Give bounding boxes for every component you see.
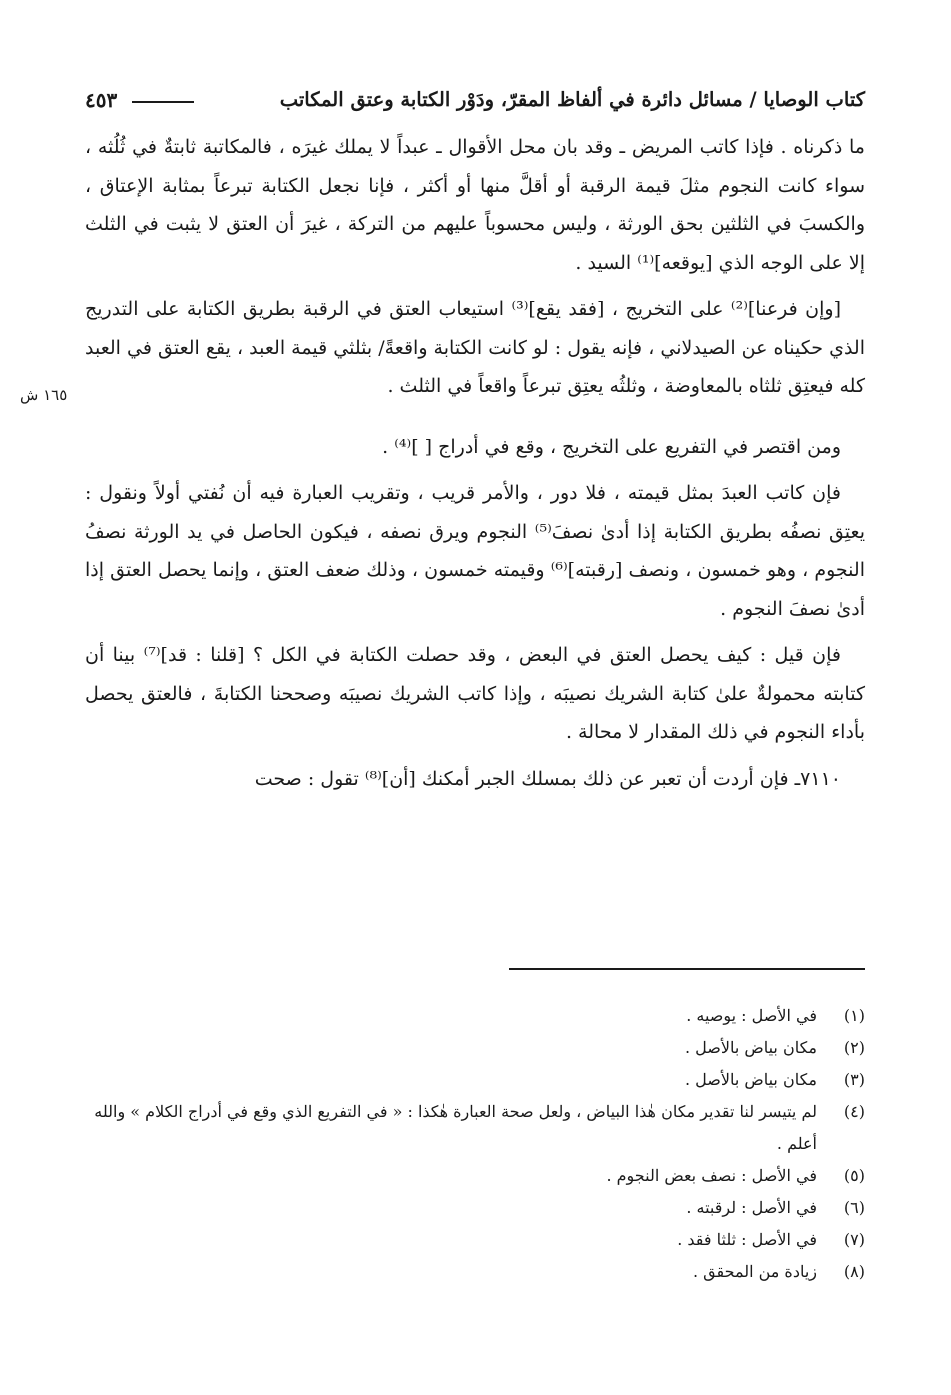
footnote-text: مكان بياض بالأصل .	[684, 1070, 817, 1089]
footnote-number: (٣)	[843, 1070, 865, 1089]
footnotes-list	[85, 1000, 865, 1288]
footnote-number: (٤)	[843, 1102, 865, 1121]
header-dash	[132, 101, 194, 103]
footnote-number: (٦)	[843, 1198, 865, 1217]
footnote-divider	[509, 968, 865, 970]
footnote-text: مكان بياض بالأصل .	[684, 1038, 817, 1057]
footnote-number: (٧)	[843, 1230, 865, 1249]
paragraph-1: ما ذكرناه . فإذا كاتب المريض ـ وقد بان محل الأقوال ـ عبداً لا يملك غيرَه ، فالمكاتبة ثابتةٌ في ثُلُثه ، سواء كانت النجوم مثلَ قيمة الرقبة أو أقلَّ منها أو أكثر ، فإنا نجعل الكتابة تبرعاً بمثابة الإعتاق ، والكسبَ في الثلثين بحق الورثة ، وليس محسوباً عليهم من التركة ، غيرَ أن العتق لا يثبت في الثلث إلا على الوجه الذي [يوقعه]⁽¹⁾ السيد .	[85, 136, 865, 274]
footnote-number: (١)	[843, 1006, 865, 1025]
main-text	[85, 128, 865, 806]
running-header	[85, 82, 865, 118]
header-page-number-group	[85, 82, 202, 118]
footnote-item	[85, 1032, 865, 1064]
paragraph-2: [وإن فرعنا]⁽²⁾ على التخريج ، [فقد يقع]⁽³⁾ استيعاب العتق في الرقبة بطريق الكتابة على التدريج الذي حكيناه عن الصيدلاني ، فإنه يقول : لو كانت الكتابة واقعةً/ بثلثي قيمة العبد ، يقع العتق في العبد كله فيعتِق ثلثاه بالمعاوضة ، وثلثُه يعتِق تبرعاً واقعاً في الثلث .	[85, 298, 865, 397]
footnote-item	[85, 1000, 865, 1032]
footnote-item	[85, 1256, 865, 1288]
footnote-item	[85, 1096, 865, 1160]
footnote-number: (٥)	[843, 1166, 865, 1185]
footnote-item	[85, 1064, 865, 1096]
paragraph-4: فإن كاتب العبدَ بمثل قيمته ، فلا دور ، والأمر قريب ، وتقريب العبارة فيه أن نُفتي أولاً ونقول : يعتِق نصفُه بطريق الكتابة إذا أدىٰ نصفَ⁽⁵⁾ النجوم ويرق نصفه ، فيكون الحاصل في يد الورثة نصفُ النجوم ، وهو خمسون ، ونصف [رقبته]⁽⁶⁾ وقيمته خمسون ، وذلك ضعف العتق ، وإنما يحصل العتق إذا أدىٰ نصفَ النجوم .	[85, 482, 865, 620]
footnote-number: (٢)	[843, 1038, 865, 1057]
footnote-text: لم يتيسر لنا تقدير مكان هٰذا البياض ، ولعل صحة العبارة هٰكذا : « في التفريع الذي وقع في أدراج الكلام » والله أعلم .	[94, 1102, 817, 1153]
paragraph-6: ٧١١٠ـ فإن أردت أن تعبر عن ذلك بمسلك الجبر أمكنك [أن]⁽⁸⁾ تقول : صحت	[254, 767, 841, 790]
footnote-text: في الأصل : ثلثا فقد .	[677, 1230, 817, 1249]
footnote-text: في الأصل : نصف بعض النجوم .	[606, 1166, 817, 1185]
footnote-item	[85, 1160, 865, 1192]
footnote-item	[85, 1224, 865, 1256]
footnote-item	[85, 1192, 865, 1224]
footnote-text: زيادة من المحقق .	[693, 1262, 817, 1281]
footnote-number: (٨)	[843, 1262, 865, 1281]
footnote-text: في الأصل : يوصيه .	[686, 1006, 817, 1025]
margin-folio-note: ١٦٥ ش	[20, 386, 68, 404]
paragraph-5: فإن قيل : كيف يحصل العتق في البعض ، وقد حصلت الكتابة في الكل ؟ [قلنا : قد]⁽⁷⁾ بينا أن كتابته محمولةٌ علىٰ كتابة الشريك نصيبَه ، وإذا كاتب الشريك نصيبَه وصححنا الكتابةَ ، فالعتق يحصل بأداء النجوم في ذلك المقدار لا محالة .	[85, 644, 865, 743]
footnote-text: في الأصل : لرقبته .	[686, 1198, 817, 1217]
header-title: كتاب الوصايا / مسائل دائرة في ألفاظ المقرّ، ودَوْر الكتابة وعتق المكاتب	[279, 88, 865, 111]
page-number: ٤٥٣	[85, 88, 118, 112]
paragraph-3: ومن اقتصر في التفريع على التخريج ، وقع في أدراج [ ]⁽⁴⁾ .	[382, 435, 841, 458]
